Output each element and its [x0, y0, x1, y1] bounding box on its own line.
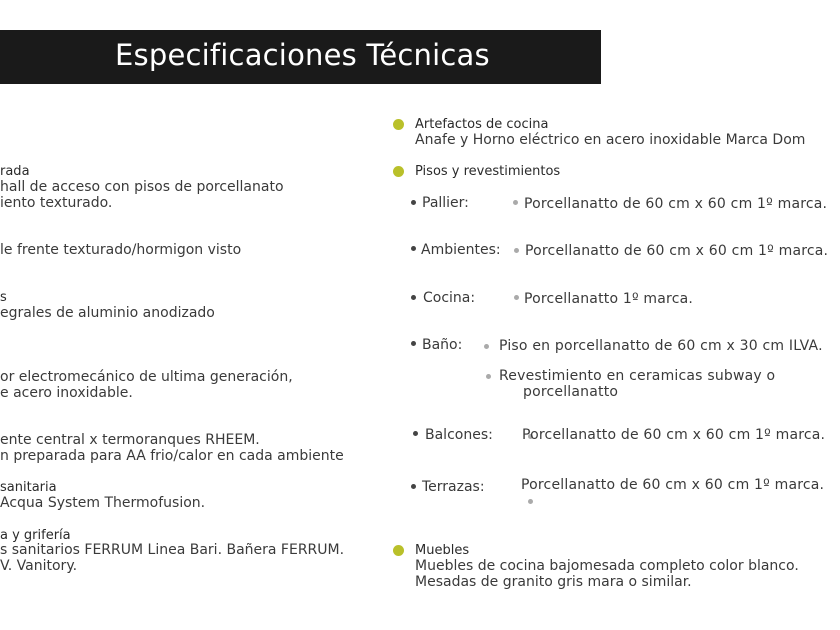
sub-bullet-icon — [514, 248, 519, 253]
bano-value-1: Piso en porcellanatto de 60 cm x 30 cm ILVA. — [499, 338, 823, 354]
terrazas-label: Terrazas: — [422, 479, 485, 495]
bullet-dot-icon — [393, 119, 404, 130]
frente-text: le frente texturado/hormigon visto — [0, 242, 242, 258]
sub-bullet-icon — [528, 499, 533, 504]
aberturas-text: egrales de aluminio anodizado — [0, 305, 215, 321]
sub-bullet-icon — [484, 344, 489, 349]
cocina-label: Cocina: — [423, 290, 476, 306]
ascensor-text-2: e acero inoxidable. — [0, 385, 133, 401]
ambientes-label: Ambientes: — [421, 242, 501, 258]
bullet-icon — [411, 484, 416, 489]
sanitaria-heading: sanitaria — [0, 480, 57, 495]
bullet-dot-icon — [393, 166, 404, 177]
muebles-text-2: Mesadas de granito gris mara o similar. — [415, 574, 692, 590]
sub-bullet-icon — [486, 374, 491, 379]
ascensor-text-1: or electromecánico de ultima generación, — [0, 369, 293, 385]
entrada-text-1: hall de acceso con pisos de porcellanato — [0, 179, 284, 195]
bullet-icon — [411, 246, 416, 251]
pallier-value: Porcellanatto de 60 cm x 60 cm 1º marca. — [524, 196, 828, 212]
aberturas-heading: s — [0, 290, 7, 305]
bullet-icon — [411, 200, 416, 205]
sanitaria-text: Acqua System Thermofusion. — [0, 495, 206, 511]
entrada-heading: rada — [0, 164, 30, 179]
bano-label: Baño: — [422, 337, 463, 353]
cocina-heading: Artefactos de cocina — [415, 117, 549, 132]
cocina-text: Anafe y Horno eléctrico en acero inoxidable Marca Dom — [415, 132, 806, 148]
sub-bullet-icon — [514, 295, 519, 300]
terrazas-value: Porcellanatto de 60 cm x 60 cm 1º marca. — [521, 477, 825, 493]
muebles-text-1: Muebles de cocina bajomesada completo color blanco. — [415, 558, 799, 574]
bullet-icon — [411, 295, 416, 300]
bullet-icon — [411, 341, 416, 346]
griferia-heading: a y grifería — [0, 528, 71, 543]
clima-text-1: ente central x termoranques RHEEM. — [0, 432, 260, 448]
griferia-text-1: s sanitarios FERRUM Linea Bari. Bañera FERRUM. — [0, 542, 345, 558]
cocina-value: Porcellanatto 1º marca. — [524, 291, 694, 307]
entrada-text-2: iento texturado. — [0, 195, 113, 211]
bullet-icon — [413, 431, 418, 436]
balcones-label: Balcones: — [425, 427, 493, 443]
bano-value-2-line1: Revestimiento en ceramicas subway o — [499, 368, 776, 384]
clima-text-2: n preparada para AA frio/calor en cada ambiente — [0, 448, 344, 464]
page-title: Especificaciones Técnicas — [115, 38, 490, 72]
pallier-label: Pallier: — [422, 195, 469, 211]
griferia-text-2: V. Vanitory. — [0, 558, 78, 574]
muebles-heading: Muebles — [415, 543, 470, 558]
sub-bullet-icon — [513, 200, 518, 205]
bullet-dot-icon — [393, 545, 404, 556]
ambientes-value: Porcellanatto de 60 cm x 60 cm 1º marca. — [525, 243, 829, 259]
bano-value-2-line2: porcellanatto — [523, 384, 619, 400]
pisos-heading: Pisos y revestimientos — [415, 164, 561, 179]
balcones-value: Porcellanatto de 60 cm x 60 cm 1º marca. — [522, 427, 826, 443]
